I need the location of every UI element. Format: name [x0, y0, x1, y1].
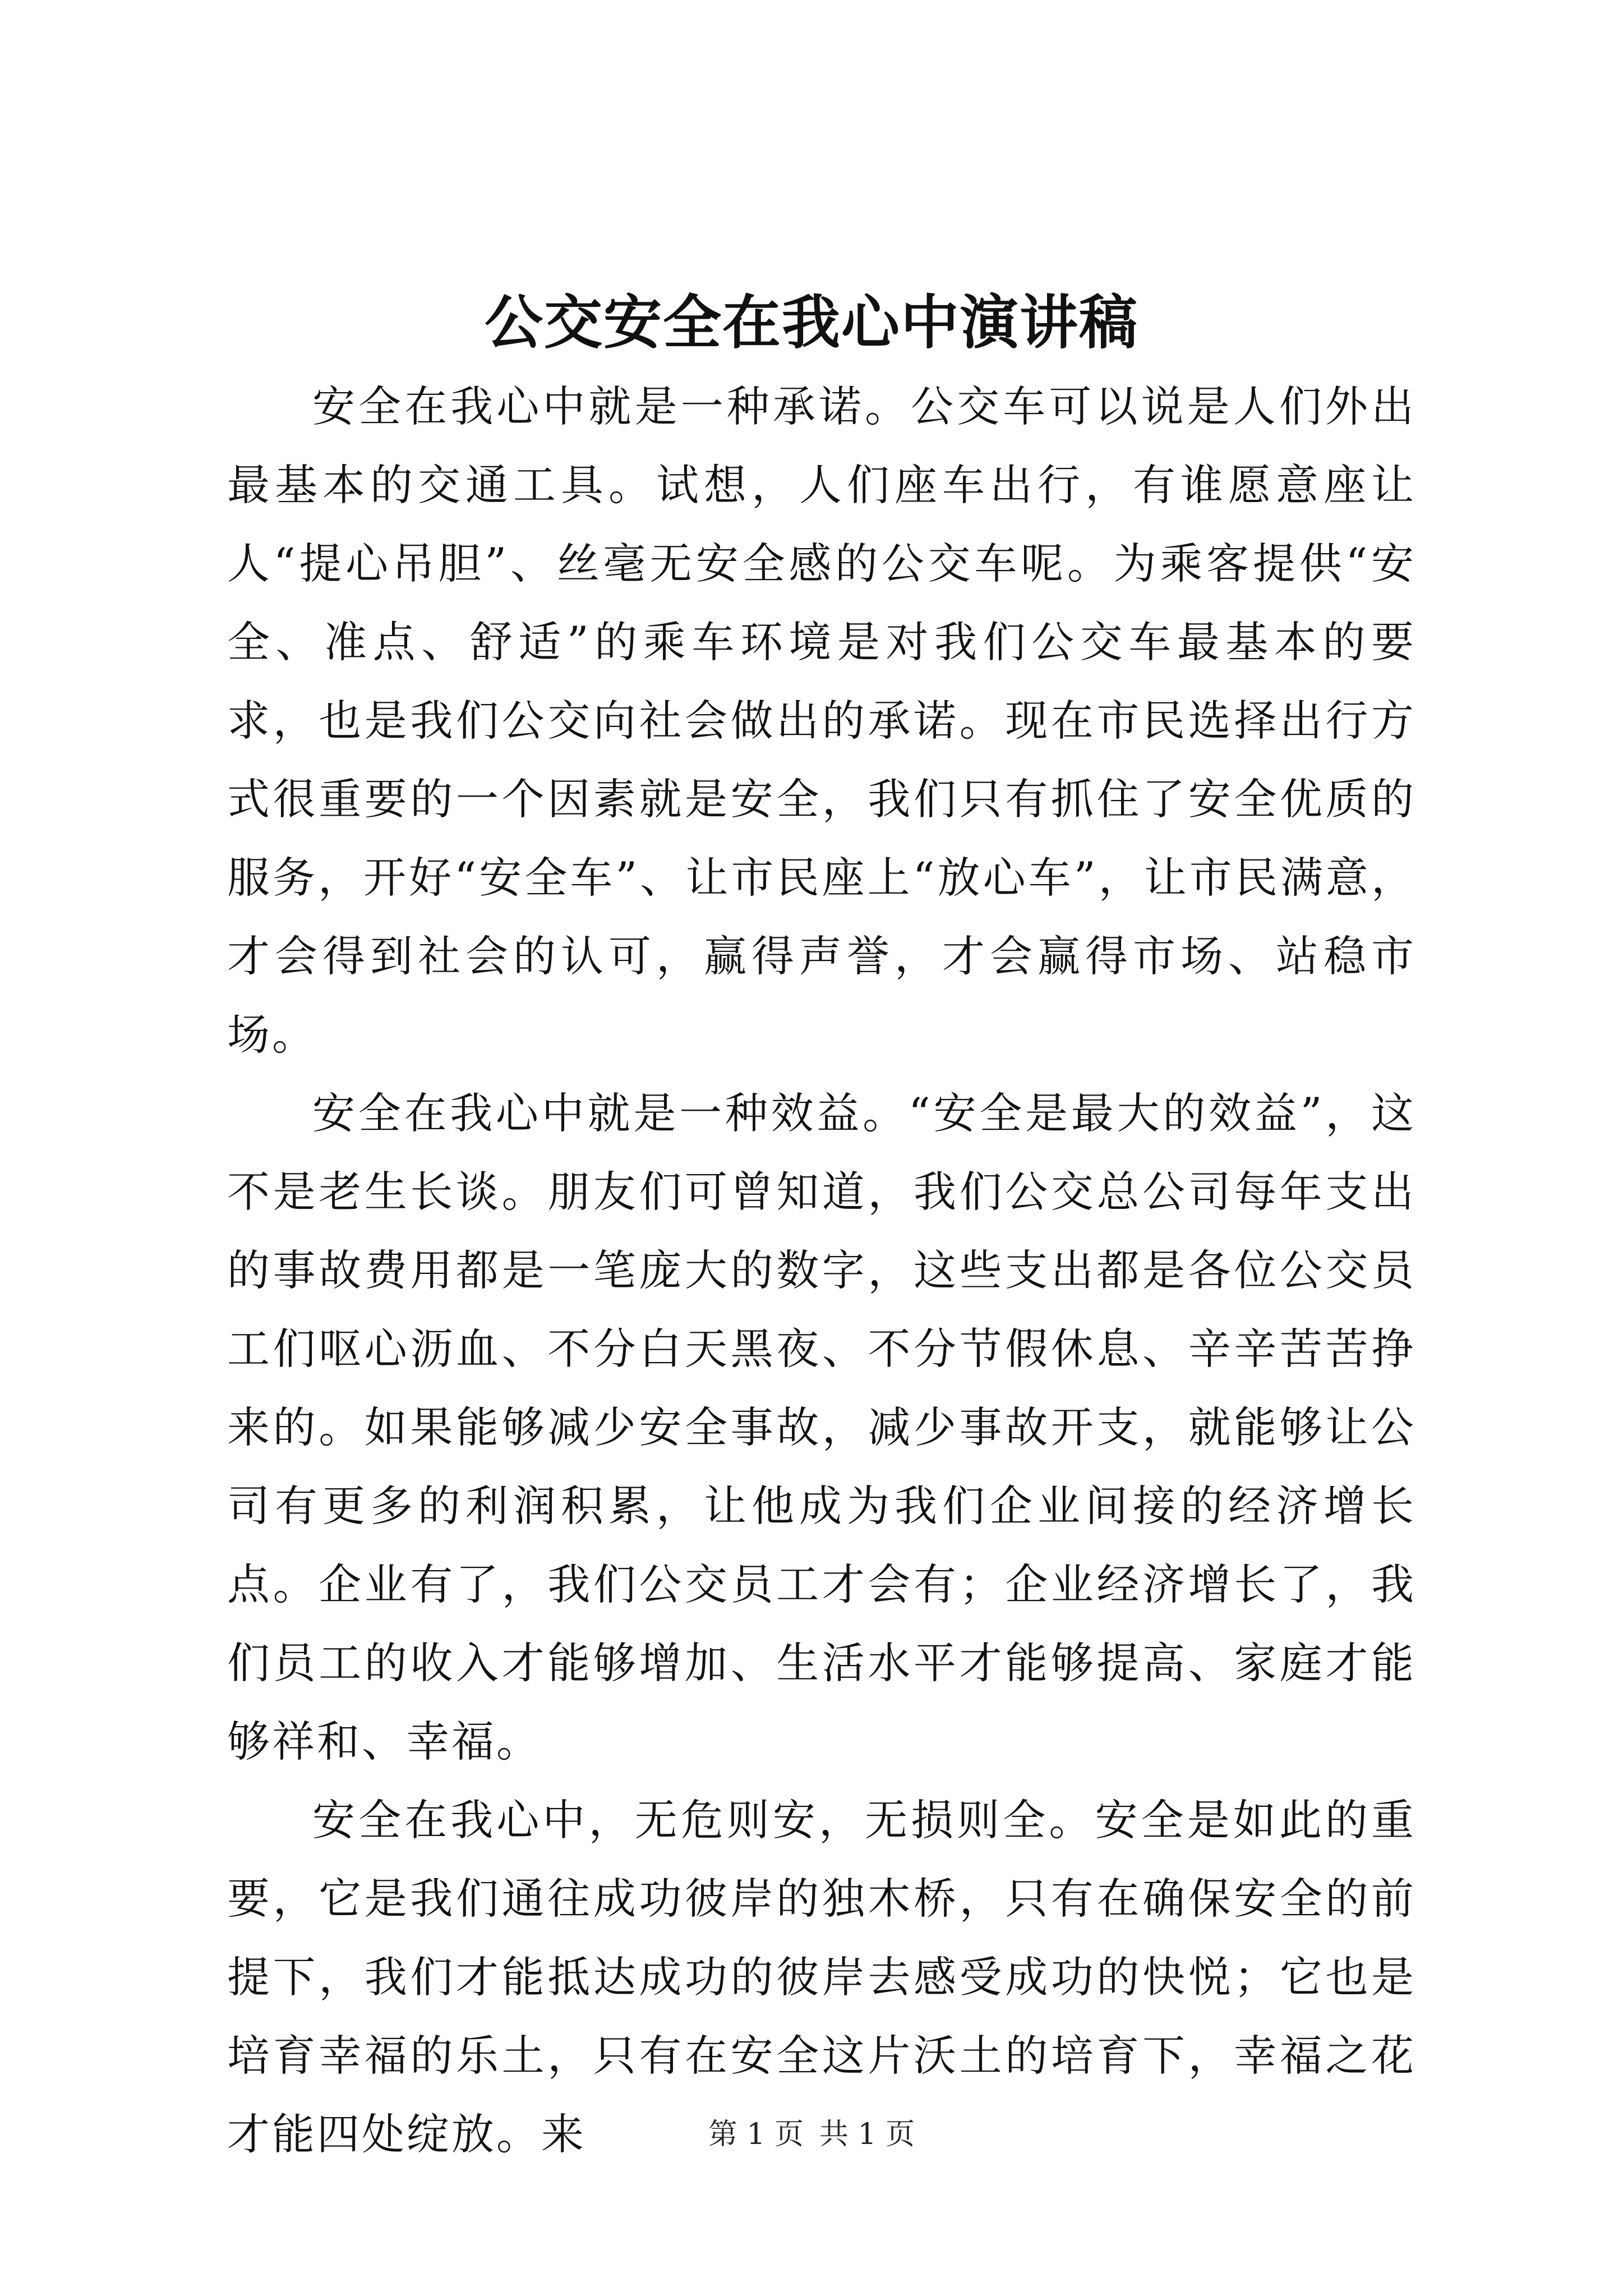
page-number: 第 1 页: [708, 2118, 804, 2151]
paragraph-1: 安全在我心中就是一种承诺。公交车可以说是人们外出最基本的交通工具。试想，人们座车出行，有谁愿意座让人“提心吊胆”、丝毫无安全感的公交车呢。为乘客提供“安全、准点、舒适”的乘车环境是对我们公交车最基本的要求，也是我们公交向社会做出的承诺。现在市民选择出行方式很重要的一个因素就是安全，我们只有抓住了安全优质的服务，开好“安全车”、让市民座上“放心车”，让市民满意，才会得到社会的认可，赢得声誉，才会赢得市场、站稳市场。: [227, 381, 1416, 1060]
document-body: [227, 367, 1416, 2174]
paragraph-3: 安全在我心中，无危则安，无损则全。安全是如此的重要，它是我们通往成功彼岸的独木桥，只有在确保安全的前提下，我们才能抵达成功的彼岸去感受成功的快悦；它也是培育幸福的乐土，只有在安全这片沃土的培育下，幸福之花才能四处绽放。来: [227, 1795, 1416, 2159]
page-footer: [0, 2115, 1623, 2154]
page-total: 共 1 页: [819, 2118, 915, 2151]
document-title: 公交安全在我心中演讲稿: [484, 288, 1138, 357]
paragraph-2: 安全在我心中就是一种效益。“安全是最大的效益”，这不是老生长谈。朋友们可曾知道，我们公交总公司每年支出的事故费用都是一笔庞大的数字，这些支出都是各位公交员工们呕心沥血、不分白天黑夜、不分节假休息、辛辛苦苦挣来的。如果能够减少安全事故，减少事故开支，就能够让公司有更多的利润积累，让他成为我们企业间接的经济增长点。企业有了，我们公交员工才会有；企业经济增长了，我们员工的收入才能够增加、生活水平才能够提高、家庭才能够祥和、幸福。: [227, 1088, 1416, 1766]
